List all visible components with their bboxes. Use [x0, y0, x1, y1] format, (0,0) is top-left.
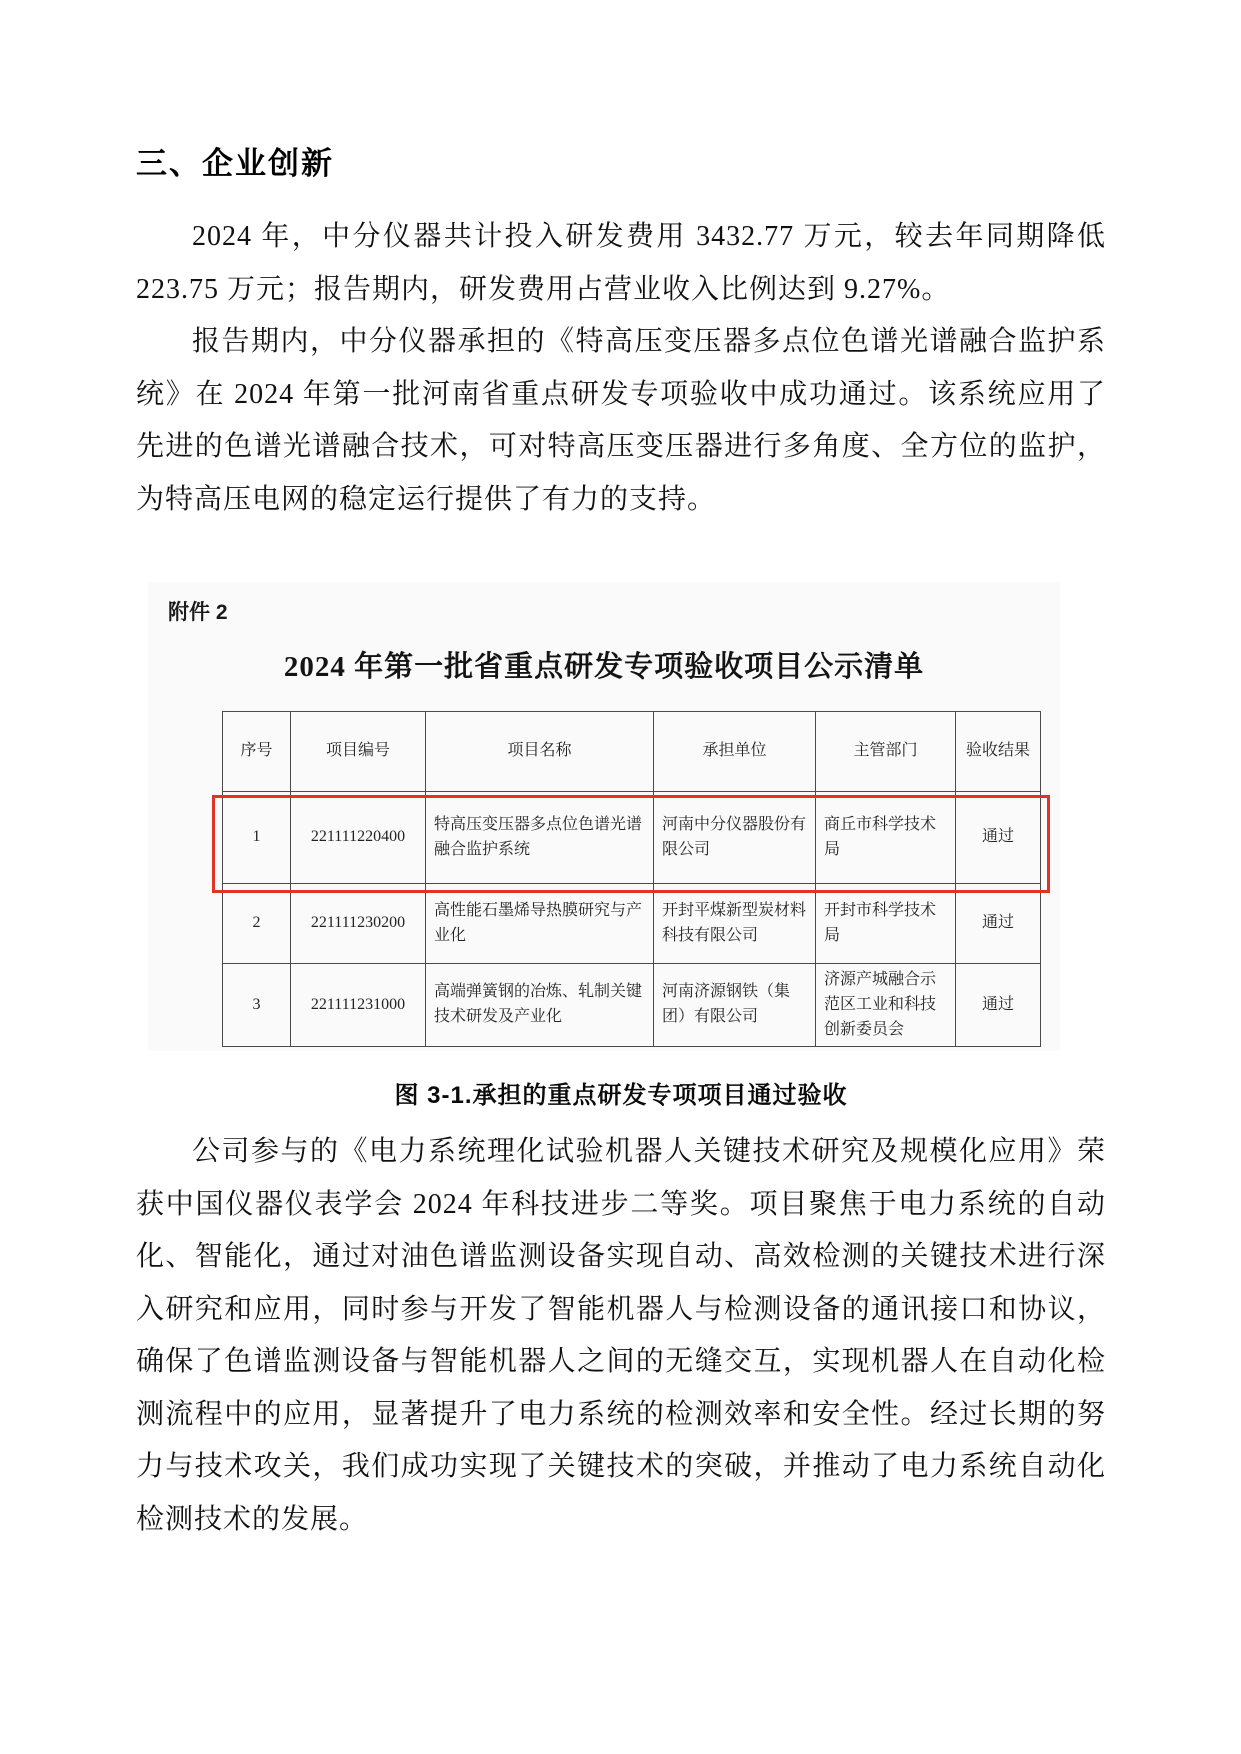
table-header-project-name: 项目名称 — [426, 712, 654, 792]
figure-caption: 图 3-1.承担的重点研发专项项目通过验收 — [394, 1082, 848, 1110]
table-cell: 221111220400 — [291, 792, 426, 884]
table-cell: 开封平煤新型炭材料科技有限公司 — [654, 884, 816, 964]
attachment-label: 附件 2 — [168, 601, 228, 624]
table-header-undertaker: 承担单位 — [654, 712, 816, 792]
table-row-2 — [223, 884, 1041, 964]
table-cell: 特高压变压器多点位色谱光谱融合监护系统 — [426, 792, 654, 884]
table-cell: 3 — [223, 964, 291, 1047]
table-header-row — [223, 712, 1041, 792]
table-header-authority: 主管部门 — [816, 712, 956, 792]
table-cell: 高端弹簧钢的冶炼、轧制关键技术研发及产业化 — [426, 964, 654, 1047]
table-title: 2024 年第一批省重点研发专项验收项目公示清单 — [283, 651, 925, 683]
table-header-index: 序号 — [223, 712, 291, 792]
table-cell: 1 — [223, 792, 291, 884]
table-cell: 221111230200 — [291, 884, 426, 964]
table-row-1 — [223, 792, 1041, 884]
projects-table-wrap — [222, 711, 1040, 1047]
table-cell: 2 — [223, 884, 291, 964]
document-content — [136, 138, 1106, 1546]
table-cell: 河南中分仪器股份有限公司 — [654, 792, 816, 884]
table-row-3 — [223, 964, 1041, 1047]
table-cell: 济源产城融合示范区工业和科技创新委员会 — [816, 964, 956, 1047]
section-heading: 三、企业创新 — [136, 146, 334, 181]
table-cell: 通过 — [956, 884, 1041, 964]
paragraph-award: 公司参与的《电力系统理化试验机器人关键技术研究及规模化应用》荣获中国仪器仪表学会 2024 年科技进步二等奖。项目聚焦于电力系统的自动化、智能化，通过对油色谱监测设备实现自动、高效检测的关键技术进行深入研究和应用，同时参与开发了智能机器人与检测设备的通讯接口和协议，确保了色谱监测设备与智能机器人之间的无缝交互，实现机器人在自动化检测流程中的应用，显著提升了电力系统的检测效率和安全性。经过长期的努力与技术攻关，我们成功实现了关键技术的突破，并推动了电力系统自动化检测技术的发展。 — [136, 1136, 1106, 1535]
projects-table — [222, 711, 1041, 1047]
table-cell: 221111231000 — [291, 964, 426, 1047]
attachment-figure — [148, 582, 1060, 1051]
table-cell: 通过 — [956, 964, 1041, 1047]
paragraph-project-acceptance: 报告期内，中分仪器承担的《特高压变压器多点位色谱光谱融合监护系统》在 2024 年第一批河南省重点研发专项验收中成功通过。该系统应用了先进的色谱光谱融合技术，可对特高压变压器进行多角度、全方位的监护，为特高压电网的稳定运行提供了有力的支持。 — [136, 326, 1106, 515]
table-cell: 开封市科学技术局 — [816, 884, 956, 964]
table-cell: 商丘市科学技术局 — [816, 792, 956, 884]
table-cell: 高性能石墨烯导热膜研究与产业化 — [426, 884, 654, 964]
paragraph-rd-investment: 2024 年，中分仪器共计投入研发费用 3432.77 万元，较去年同期降低 223.75 万元；报告期内，研发费用占营业收入比例达到 9.27%。 — [136, 221, 1106, 305]
table-cell: 河南济源钢铁（集团）有限公司 — [654, 964, 816, 1047]
table-cell: 通过 — [956, 792, 1041, 884]
table-header-result: 验收结果 — [956, 712, 1041, 792]
table-header-project-no: 项目编号 — [291, 712, 426, 792]
